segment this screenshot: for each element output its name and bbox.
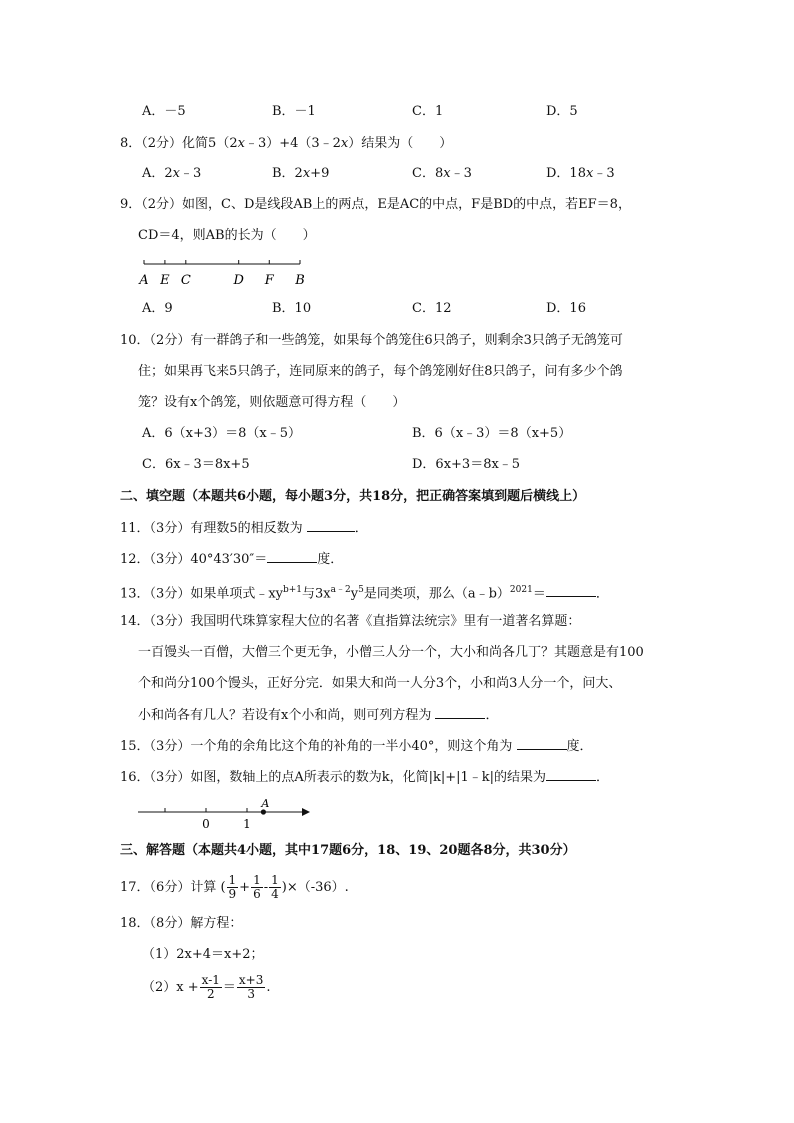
fraction: $\frac{1}{9}$: [228, 873, 237, 901]
q16: 16．（3分）如图，数轴上的点A所表示的数为k，化简|k|+|1﹣k|的结果为 ．: [120, 767, 609, 788]
q10-option-d: D．6x+3＝8x﹣5: [412, 457, 521, 472]
fraction: $\frac{1}{6}$: [253, 873, 261, 901]
axis-tick-label: 0: [202, 817, 210, 831]
q14-line2: 一百馒头一百僧，大僧三个更无争，小僧三人分一个，大小和尚各几丁？其题意是有100: [138, 645, 644, 660]
axis-tick-label: 1: [243, 817, 251, 831]
q8-option-d: D．18x﹣3: [546, 166, 615, 181]
q15: 15．（3分）一个角的余角比这个角的补角的一半小40°，则这个角为 度．: [120, 736, 593, 757]
q10-stem-line3: 笼？设有x个鸽笼，则依题意可得方程（ ）: [138, 395, 406, 410]
q14-line1: 14．（3分）我国明代珠算家程大位的名著《直指算法统宗》里有一道著名算题：: [120, 614, 581, 629]
q18-part2: （2）x + $\frac{x-1}{2}$ ＝ $\frac{x+3}{3}$ .: [142, 973, 271, 1001]
axis-arrow: [302, 808, 310, 816]
q18-part1: （1）2x+4＝x+2；: [142, 947, 264, 962]
q10-stem-line1: 10．（2分）有一群鸽子和一些鸽笼，如果每个鸽笼住6只鸽子，则剩余3只鸽子无鸽笼可: [120, 333, 623, 348]
q9-segment-figure: [136, 256, 316, 292]
q12: 12．（3分）40°43′30″＝ 度．: [120, 549, 343, 570]
q8-option-b: B．2x+9: [272, 166, 330, 181]
q10-option-b: B．6（x﹣3）＝8（x+5）: [412, 426, 572, 441]
q9-option-a: A．9: [142, 301, 173, 316]
q8-option-a: A．2x﹣3: [142, 166, 202, 181]
q7-option-d: D．5: [546, 104, 578, 119]
section-3-heading: 三、解答题（本题共4小题，其中17题6分，18、19、20题各8分，共30分）: [120, 843, 576, 858]
fraction: $\frac{x-1}{2}$: [201, 973, 220, 1001]
q8-option-c: C．8x﹣3: [412, 166, 472, 181]
q10-option-c: C．6x﹣3＝8x+5: [142, 457, 250, 472]
q9-option-c: C．12: [412, 301, 452, 316]
answer-blank[interactable]: [546, 767, 596, 781]
answer-blank[interactable]: [517, 736, 567, 750]
q9-option-d: D．16: [546, 301, 586, 316]
q7-option-c: C．1: [412, 104, 444, 119]
q7-option-b: B．－1: [272, 104, 316, 119]
segment-point-label: A: [139, 273, 149, 288]
section-2-heading: 二、填空题（本题共6小题，每小题3分，共18分，把正确答案填到题后横线上）: [120, 489, 586, 504]
fraction: $\frac{x+3}{3}$: [238, 973, 264, 1001]
q17: 17．（6分）计算 ( $\frac{1}{9}$ + $\frac{1}{6}$ - $\frac{1}{4}$ )×（-36）.: [120, 873, 349, 901]
segment-point-label: E: [160, 273, 170, 288]
answer-blank[interactable]: [435, 705, 485, 719]
answer-blank[interactable]: [267, 549, 317, 563]
segment-point-label: F: [264, 273, 274, 288]
q16-number-line: [134, 796, 310, 834]
q14-line3: 个和尚分100个馒头，正好分完．如果大和尚一人分3个，小和尚3人分一个，问大、: [138, 676, 622, 691]
q10-option-a: A．6（x+3）＝8（x﹣5）: [142, 426, 302, 441]
segment-point-label: C: [180, 273, 191, 288]
q13: 13．（3分）如果单项式$﹣xy^{b+1}$与$3x^{a﹣2}y^5$是同类项，那么（a﹣b）$^{2021}$＝ ．: [120, 585, 609, 602]
point-a-dot: [261, 809, 266, 814]
segment-point-label: B: [295, 273, 305, 288]
q14-line4: 小和尚各有几人？若设有x个小和尚，则可列方程为 ．: [138, 705, 498, 726]
segment-point-label: D: [233, 273, 244, 288]
q9-stem-line1: 9．（2分）如图，C、D是线段AB上的两点，E是AC的中点，F是BD的中点，若EF＝8，: [120, 197, 631, 212]
fraction: $\frac{1}{4}$: [271, 873, 279, 901]
answer-blank[interactable]: [307, 518, 355, 532]
q11: 11．（3分）有理数5的相反数为 ．: [120, 518, 368, 539]
q9-stem-line2: CD＝4，则AB的长为（ ）: [138, 228, 316, 243]
q8-stem: 8．（2分）化简5（2x﹣3）+4（3﹣2x）结果为（ ）: [120, 136, 453, 151]
q18-title: 18．（8分）解方程：: [120, 916, 243, 931]
q9-option-b: B．10: [272, 301, 312, 316]
answer-blank[interactable]: [546, 583, 596, 597]
q7-option-a: A．－5: [142, 104, 186, 119]
point-a-label: A: [261, 797, 270, 810]
q10-stem-line2: 住；如果再飞来5只鸽子，连同原来的鸽子，每个鸽笼刚好住8只鸽子，问有多少个鸽: [138, 364, 623, 379]
